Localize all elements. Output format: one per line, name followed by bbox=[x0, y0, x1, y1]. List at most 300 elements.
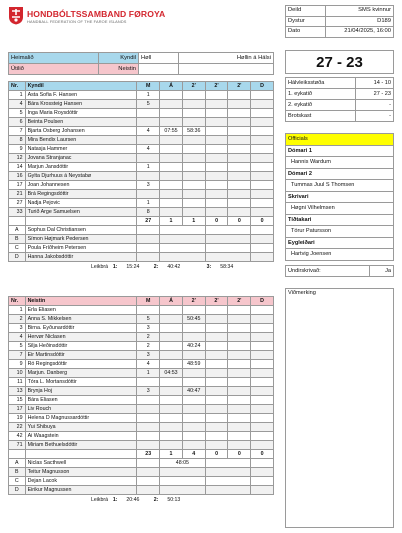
player-number: 12 bbox=[9, 154, 26, 163]
player-suspension-2 bbox=[205, 306, 228, 315]
total-m: 23 bbox=[137, 450, 160, 459]
remarks-box bbox=[285, 288, 394, 528]
player-name: Ró Regingsdóttir bbox=[25, 360, 137, 369]
player-disqualification bbox=[251, 387, 274, 396]
player-goals bbox=[137, 109, 160, 118]
player-number: 2 bbox=[9, 315, 26, 324]
player-name: Jovana Stranjanac bbox=[25, 154, 137, 163]
home-roster bbox=[8, 81, 274, 270]
player-suspension-1 bbox=[182, 118, 205, 127]
player-name: Anna S. Mikkelsen bbox=[25, 315, 137, 324]
official-warning bbox=[160, 468, 206, 477]
player-goals: 3 bbox=[137, 324, 160, 333]
org-name: HONDBÓLTSSAMBAND FØROYA bbox=[27, 9, 166, 19]
player-warning bbox=[160, 315, 183, 324]
player-name: Liv Rouch bbox=[25, 405, 137, 414]
col-warning: Á bbox=[160, 297, 183, 306]
official-role: Skrivari bbox=[286, 191, 394, 203]
player-row bbox=[9, 163, 274, 172]
away-label: Útilið bbox=[9, 64, 99, 75]
official-letter: C bbox=[9, 244, 26, 253]
player-row bbox=[9, 208, 274, 217]
official-letter: C bbox=[9, 477, 26, 486]
player-warning bbox=[160, 199, 183, 208]
player-disqualification bbox=[251, 145, 274, 154]
player-row bbox=[9, 378, 274, 387]
player-suspension-3 bbox=[228, 136, 251, 145]
player-suspension-1 bbox=[182, 208, 205, 217]
away-roster bbox=[8, 296, 274, 503]
player-suspension-1 bbox=[182, 163, 205, 172]
federation-logo bbox=[8, 6, 24, 25]
player-suspension-1 bbox=[182, 405, 205, 414]
player-number: 5 bbox=[9, 342, 26, 351]
org-subtitle: HANDBALL FEDERATION OF THE FAROE ISLANDS bbox=[27, 19, 127, 24]
player-warning bbox=[160, 91, 183, 100]
player-row bbox=[9, 91, 274, 100]
col-suspension-3: 2' bbox=[228, 297, 251, 306]
official-disqualification bbox=[251, 477, 274, 486]
player-goals: 3 bbox=[137, 351, 160, 360]
team-official-row bbox=[9, 253, 274, 262]
player-number: 4 bbox=[9, 333, 26, 342]
player-warning bbox=[160, 387, 183, 396]
player-name: Erla Eliasen bbox=[25, 306, 137, 315]
player-suspension-1: 50:45 bbox=[182, 315, 205, 324]
player-suspension-1 bbox=[182, 351, 205, 360]
total-p1: 1 bbox=[182, 217, 205, 226]
timeout-3-time: 58:34 bbox=[220, 264, 234, 270]
player-name: Tóra L. Mortansdóttir bbox=[25, 378, 137, 387]
player-disqualification bbox=[251, 423, 274, 432]
player-warning bbox=[160, 378, 183, 387]
team-official-row bbox=[9, 486, 274, 495]
col-suspension-1: 2' bbox=[182, 82, 205, 91]
officials-panel bbox=[285, 133, 394, 261]
player-number: 21 bbox=[9, 190, 26, 199]
player-suspension-3 bbox=[228, 333, 251, 342]
col-suspension-3: 2' bbox=[228, 82, 251, 91]
player-suspension-1 bbox=[182, 324, 205, 333]
official-letter: D bbox=[9, 486, 26, 495]
player-warning bbox=[160, 342, 183, 351]
player-suspension-1 bbox=[182, 136, 205, 145]
player-suspension-2 bbox=[205, 127, 228, 136]
player-row bbox=[9, 190, 274, 199]
player-number: 8 bbox=[9, 136, 26, 145]
score-label: 1. eykatið bbox=[286, 89, 356, 100]
player-number: 13 bbox=[9, 387, 26, 396]
info-row-match bbox=[286, 16, 394, 27]
player-name: Brynja Hoj bbox=[25, 387, 137, 396]
player-suspension-2 bbox=[205, 414, 228, 423]
timeout-1-time: 15:24 bbox=[126, 264, 140, 270]
signed-value: Ja bbox=[369, 266, 393, 277]
score-breakdown bbox=[285, 77, 394, 122]
player-warning bbox=[160, 414, 183, 423]
player-suspension-1 bbox=[182, 154, 205, 163]
col-disqualification: D bbox=[251, 82, 274, 91]
player-suspension-2 bbox=[205, 378, 228, 387]
player-disqualification bbox=[251, 91, 274, 100]
player-name: Miriam Bethuelsdóttir bbox=[25, 441, 137, 450]
player-number: 22 bbox=[9, 423, 26, 432]
player-warning: 07:55 bbox=[160, 127, 183, 136]
player-warning bbox=[160, 163, 183, 172]
total-p1: 4 bbox=[182, 450, 205, 459]
player-goals bbox=[137, 378, 160, 387]
player-goals bbox=[137, 396, 160, 405]
player-disqualification bbox=[251, 190, 274, 199]
player-row bbox=[9, 396, 274, 405]
official-name: Hannis Wardum bbox=[286, 157, 394, 169]
official-name: Hanna Jakobsdóttir bbox=[25, 253, 137, 262]
score-label: Hálvleiksstøða bbox=[286, 78, 356, 89]
player-suspension-3 bbox=[228, 378, 251, 387]
player-disqualification bbox=[251, 109, 274, 118]
player-suspension-3 bbox=[228, 396, 251, 405]
player-number: 7 bbox=[9, 127, 26, 136]
official-role: Dómari 2 bbox=[286, 168, 394, 180]
player-suspension-1 bbox=[182, 109, 205, 118]
player-row bbox=[9, 306, 274, 315]
player-goals bbox=[137, 190, 160, 199]
player-suspension-3 bbox=[228, 414, 251, 423]
away-timeouts bbox=[8, 497, 274, 503]
official-warning bbox=[160, 486, 206, 495]
player-row bbox=[9, 324, 274, 333]
timeout-2-time: 50:13 bbox=[167, 497, 181, 503]
official-name: Eirikur Magnussen bbox=[25, 486, 137, 495]
player-goals: 1 bbox=[137, 91, 160, 100]
player-warning bbox=[160, 360, 183, 369]
player-suspension-2 bbox=[205, 333, 228, 342]
player-goals: 5 bbox=[137, 100, 160, 109]
official-name: Hartvig Joensen bbox=[286, 249, 394, 261]
player-goals bbox=[137, 136, 160, 145]
team-official-row bbox=[9, 235, 274, 244]
player-name: Asta Sofia F. Hansen bbox=[25, 91, 137, 100]
player-disqualification bbox=[251, 181, 274, 190]
score-row bbox=[286, 78, 394, 89]
col-suspension-2: 2' bbox=[205, 82, 228, 91]
player-goals: 8 bbox=[137, 208, 160, 217]
player-row bbox=[9, 360, 274, 369]
player-disqualification bbox=[251, 118, 274, 127]
official-warning: 48:05 bbox=[160, 459, 206, 468]
home-team-name: Kyndil bbox=[99, 53, 139, 64]
player-row bbox=[9, 405, 274, 414]
player-name: Hervør Niclasen bbox=[25, 333, 137, 342]
col-suspension-2: 2' bbox=[205, 297, 228, 306]
player-suspension-2 bbox=[205, 145, 228, 154]
timeout-1-label: 1: bbox=[112, 264, 118, 270]
player-suspension-1 bbox=[182, 100, 205, 109]
player-row bbox=[9, 351, 274, 360]
player-goals bbox=[137, 441, 160, 450]
official-warning bbox=[160, 226, 206, 235]
player-suspension-3 bbox=[228, 315, 251, 324]
player-suspension-2 bbox=[205, 163, 228, 172]
remarks-label: Viðmerking bbox=[288, 290, 316, 296]
official-name: Teitur Magnusson bbox=[25, 468, 137, 477]
player-disqualification bbox=[251, 199, 274, 208]
player-name: Beinta Poulsen bbox=[25, 118, 137, 127]
player-row bbox=[9, 432, 274, 441]
official-warning bbox=[160, 253, 206, 262]
player-suspension-1 bbox=[182, 306, 205, 315]
player-suspension-3 bbox=[228, 190, 251, 199]
player-name: Silja Heðinsdóttir bbox=[25, 342, 137, 351]
score-value: 27 - 23 bbox=[356, 89, 394, 100]
total-d: 0 bbox=[251, 217, 274, 226]
player-suspension-2 bbox=[205, 441, 228, 450]
player-row bbox=[9, 181, 274, 190]
col-goals: M bbox=[137, 297, 160, 306]
col-warning: Á bbox=[160, 82, 183, 91]
player-name: Bára Krossteig Hansen bbox=[25, 100, 137, 109]
official-name: Høgni Vilhelmsen bbox=[286, 203, 394, 215]
player-goals bbox=[137, 118, 160, 127]
player-suspension-3 bbox=[228, 100, 251, 109]
player-warning bbox=[160, 351, 183, 360]
player-row bbox=[9, 333, 274, 342]
player-goals bbox=[137, 172, 160, 181]
official-suspension bbox=[205, 235, 251, 244]
player-suspension-2 bbox=[205, 118, 228, 127]
official-role: Eygleiðari bbox=[286, 237, 394, 249]
player-goals: 4 bbox=[137, 360, 160, 369]
player-goals: 3 bbox=[137, 387, 160, 396]
player-suspension-1: 58:36 bbox=[182, 127, 205, 136]
player-suspension-1 bbox=[182, 441, 205, 450]
player-disqualification bbox=[251, 154, 274, 163]
player-suspension-2 bbox=[205, 100, 228, 109]
info-label: Dato bbox=[286, 27, 326, 38]
player-name: Marjun Jansdóttir bbox=[25, 163, 137, 172]
player-suspension-1 bbox=[182, 432, 205, 441]
player-goals: 5 bbox=[137, 315, 160, 324]
player-disqualification bbox=[251, 351, 274, 360]
player-number: 15 bbox=[9, 396, 26, 405]
total-p2: 0 bbox=[205, 450, 228, 459]
player-suspension-3 bbox=[228, 118, 251, 127]
venue-name: Høllin á Hálsi bbox=[179, 53, 274, 64]
player-row bbox=[9, 423, 274, 432]
player-number: 1 bbox=[9, 91, 26, 100]
player-suspension-2 bbox=[205, 199, 228, 208]
player-disqualification bbox=[251, 360, 274, 369]
signed-label: Undirskrivað: bbox=[286, 266, 370, 277]
player-suspension-2 bbox=[205, 432, 228, 441]
player-disqualification bbox=[251, 306, 274, 315]
player-row bbox=[9, 315, 274, 324]
total-m: 27 bbox=[137, 217, 160, 226]
player-suspension-3 bbox=[228, 208, 251, 217]
player-suspension-2 bbox=[205, 172, 228, 181]
player-number: 3 bbox=[9, 324, 26, 333]
official-suspension bbox=[205, 468, 251, 477]
player-suspension-1 bbox=[182, 190, 205, 199]
player-suspension-2 bbox=[205, 208, 228, 217]
player-suspension-2 bbox=[205, 91, 228, 100]
player-warning bbox=[160, 172, 183, 181]
player-row bbox=[9, 441, 274, 450]
player-number: 5 bbox=[9, 109, 26, 118]
player-warning bbox=[160, 154, 183, 163]
timeout-label: Leikbrá bbox=[90, 497, 108, 503]
player-row bbox=[9, 118, 274, 127]
player-suspension-3 bbox=[228, 145, 251, 154]
player-suspension-3 bbox=[228, 423, 251, 432]
player-row bbox=[9, 369, 274, 378]
player-row bbox=[9, 145, 274, 154]
player-number: 7 bbox=[9, 351, 26, 360]
official-role: Tíðtakari bbox=[286, 214, 394, 226]
teams-table bbox=[8, 52, 274, 75]
player-suspension-2 bbox=[205, 351, 228, 360]
player-row bbox=[9, 100, 274, 109]
official-role: Dómari 1 bbox=[286, 145, 394, 157]
player-disqualification bbox=[251, 378, 274, 387]
player-goals: 2 bbox=[137, 333, 160, 342]
total-p3: 0 bbox=[228, 217, 251, 226]
col-disqualification: D bbox=[251, 297, 274, 306]
player-goals bbox=[137, 423, 160, 432]
official-suspension bbox=[205, 486, 251, 495]
player-disqualification bbox=[251, 315, 274, 324]
player-disqualification bbox=[251, 441, 274, 450]
player-warning bbox=[160, 324, 183, 333]
player-goals bbox=[137, 432, 160, 441]
col-nr: Nr. bbox=[9, 82, 26, 91]
roster-header bbox=[9, 297, 274, 306]
score-value: - bbox=[356, 111, 394, 122]
signed-row bbox=[285, 265, 394, 277]
player-number: 9 bbox=[9, 145, 26, 154]
timeout-2-label: 2: bbox=[153, 264, 159, 270]
player-disqualification bbox=[251, 163, 274, 172]
player-suspension-1 bbox=[182, 423, 205, 432]
score-value: 14 - 10 bbox=[356, 78, 394, 89]
score-row bbox=[286, 89, 394, 100]
player-disqualification bbox=[251, 414, 274, 423]
player-disqualification bbox=[251, 396, 274, 405]
timeout-1-time: 20:46 bbox=[126, 497, 140, 503]
player-suspension-2 bbox=[205, 423, 228, 432]
player-number: 19 bbox=[9, 414, 26, 423]
player-warning bbox=[160, 432, 183, 441]
player-number: 16 bbox=[9, 172, 26, 181]
player-suspension-3 bbox=[228, 181, 251, 190]
player-number: 11 bbox=[9, 378, 26, 387]
score-row bbox=[286, 100, 394, 111]
player-row bbox=[9, 199, 274, 208]
player-name: Yui Shibuya bbox=[25, 423, 137, 432]
player-warning bbox=[160, 181, 183, 190]
official-name: Sophus Dal Christiansen bbox=[25, 226, 137, 235]
player-goals: 4 bbox=[137, 145, 160, 154]
player-number: 71 bbox=[9, 441, 26, 450]
player-suspension-3 bbox=[228, 441, 251, 450]
player-warning bbox=[160, 100, 183, 109]
score-value: - bbox=[356, 100, 394, 111]
info-label: Deild bbox=[286, 6, 326, 17]
player-suspension-3 bbox=[228, 199, 251, 208]
col-suspension-1: 2' bbox=[182, 297, 205, 306]
player-suspension-2 bbox=[205, 181, 228, 190]
player-name: Helena D Magnussardóttir bbox=[25, 414, 137, 423]
official-suspension bbox=[205, 477, 251, 486]
timeout-label: Leikbrá bbox=[90, 264, 108, 270]
official-name: Tórur Patursson bbox=[286, 226, 394, 238]
official-name: Poula Fríðheim Petersen bbox=[25, 244, 137, 253]
player-name: Natasja Hammer bbox=[25, 145, 137, 154]
player-suspension-1 bbox=[182, 378, 205, 387]
player-goals: 1 bbox=[137, 199, 160, 208]
player-suspension-2 bbox=[205, 369, 228, 378]
player-warning bbox=[160, 118, 183, 127]
player-number: 17 bbox=[9, 181, 26, 190]
official-name: Niclas Sacthwell bbox=[25, 459, 137, 468]
official-warning bbox=[160, 477, 206, 486]
player-name: Birna. Eyðunardóttir bbox=[25, 324, 137, 333]
col-team: Neistin bbox=[25, 297, 137, 306]
match-info-table bbox=[285, 5, 394, 38]
total-p3: 0 bbox=[228, 450, 251, 459]
player-number: 14 bbox=[9, 163, 26, 172]
player-suspension-1: 40:24 bbox=[182, 342, 205, 351]
player-name: Brá Regingsdóttir bbox=[25, 190, 137, 199]
col-nr: Nr. bbox=[9, 297, 26, 306]
official-name: Dejan Lacok bbox=[25, 477, 137, 486]
totals-row bbox=[9, 217, 274, 226]
player-number: 33 bbox=[9, 208, 26, 217]
info-row-date bbox=[286, 27, 394, 38]
total-a: 1 bbox=[160, 217, 183, 226]
player-name: Mira Bendix Laursen bbox=[25, 136, 137, 145]
player-name: Marjun. Danberg bbox=[25, 369, 137, 378]
col-team: Kyndil bbox=[25, 82, 137, 91]
player-warning bbox=[160, 405, 183, 414]
official-disqualification bbox=[251, 486, 274, 495]
player-warning bbox=[160, 190, 183, 199]
player-disqualification bbox=[251, 333, 274, 342]
player-disqualification bbox=[251, 405, 274, 414]
official-warning bbox=[160, 235, 206, 244]
player-suspension-2 bbox=[205, 396, 228, 405]
total-a: 1 bbox=[160, 450, 183, 459]
player-suspension-2 bbox=[205, 109, 228, 118]
official-letter: A bbox=[9, 226, 26, 235]
player-suspension-2 bbox=[205, 405, 228, 414]
player-suspension-3 bbox=[228, 154, 251, 163]
official-name: Símon Højmark Pedersen bbox=[25, 235, 137, 244]
player-suspension-1: 48:59 bbox=[182, 360, 205, 369]
official-disqualification bbox=[251, 253, 274, 262]
player-suspension-3 bbox=[228, 324, 251, 333]
score-row bbox=[286, 111, 394, 122]
arena-name: Høll bbox=[139, 53, 179, 64]
player-goals: 1 bbox=[137, 163, 160, 172]
official-disqualification bbox=[251, 244, 274, 253]
player-goals bbox=[137, 306, 160, 315]
player-suspension-1 bbox=[182, 199, 205, 208]
player-suspension-3 bbox=[228, 163, 251, 172]
player-name: Inga Maria Roysdóttir bbox=[25, 109, 137, 118]
official-suspension bbox=[205, 459, 251, 468]
player-suspension-1 bbox=[182, 414, 205, 423]
